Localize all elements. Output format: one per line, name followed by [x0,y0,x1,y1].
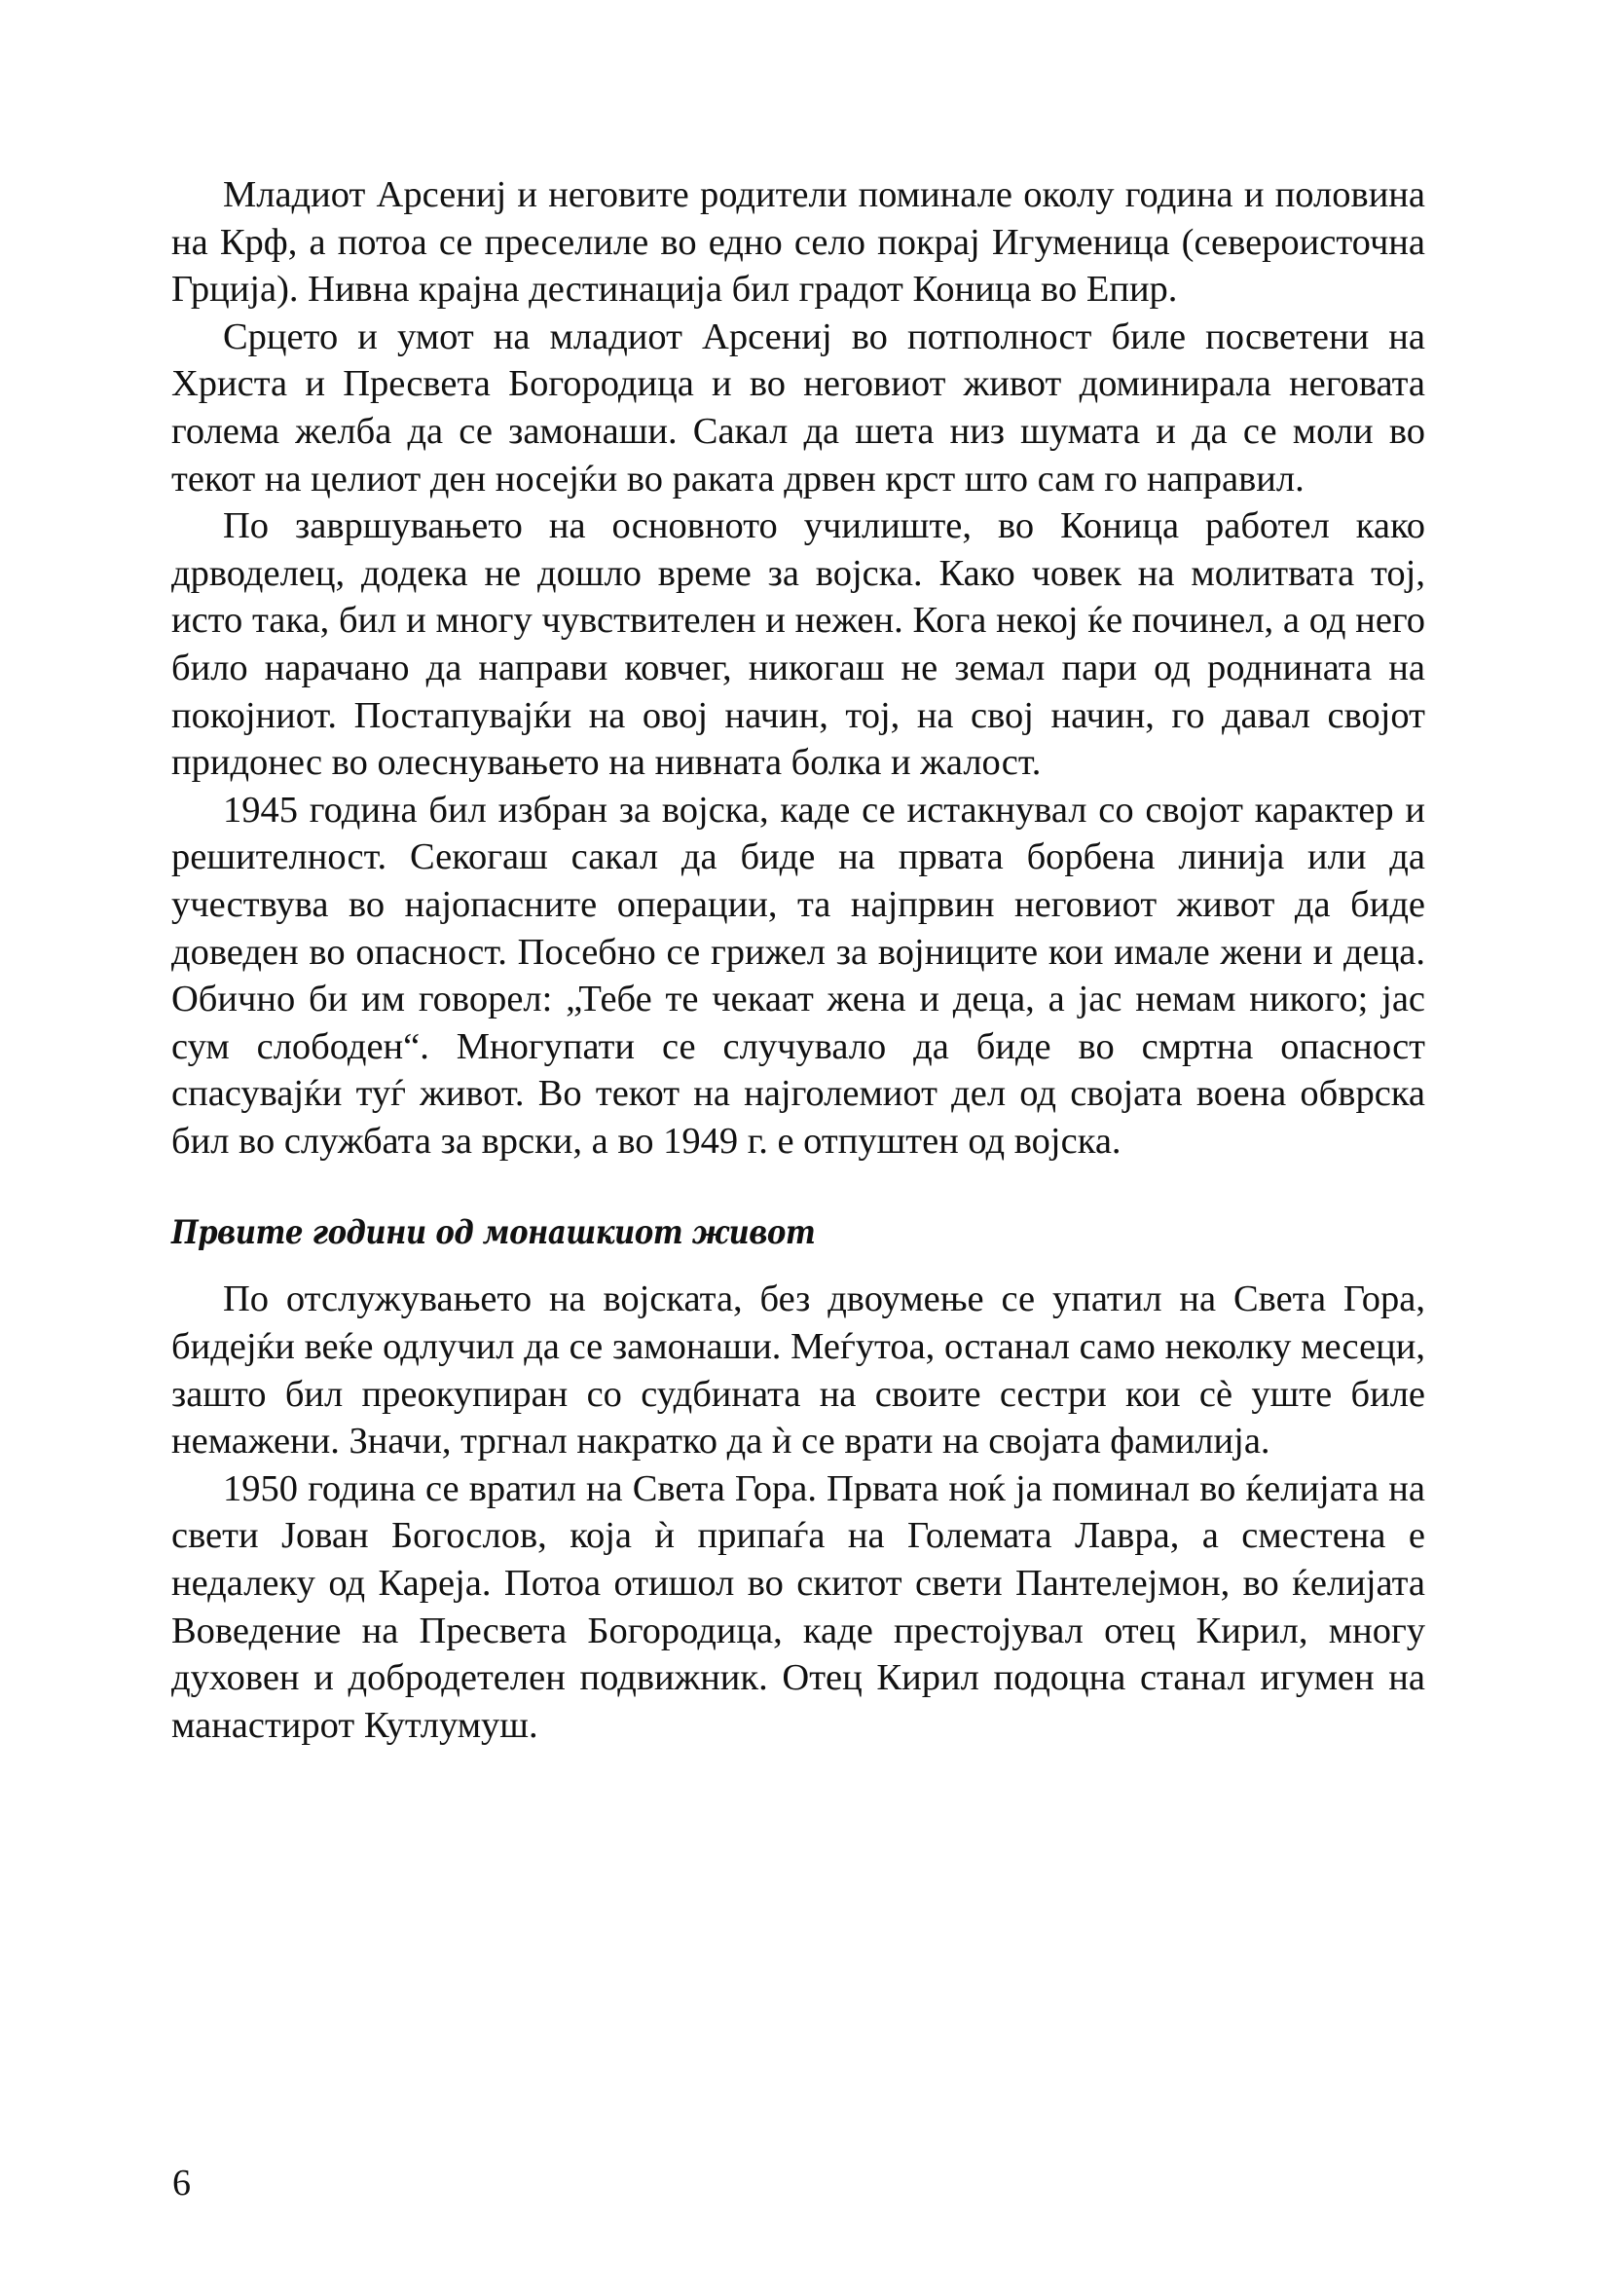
section-heading: Првите години од монашкиот живот [171,1213,816,1253]
page-number: 6 [172,2163,191,2203]
paragraph: 1950 година се вратил на Света Гора. Првата ноќ ја поминал во ќелијата на свети Јован Богослов, која ѝ припаѓа на Големата Лавра, а сместена е недалеку од Кареја. Потоа отишол во скитот свети Пантелејмон, во ќелијата Воведение на Пресвета Богородица, каде престојувал отец Кирил, многу духовен и добродетелен подвижник. Отец Кирил подоцна станал игумен на манастирот Кутлумуш. [171,1467,1425,1746]
paragraph: Срцето и умот на младиот Арсениј во потполност биле посветени на Христа и Пресвета Богородица и во неговиот живот доминирала неговата голема желба да се замонаши. Сакал да шета низ шумата и да се моли во текот на целиот ден носејќи во раката дрвен крст што сам го направил. [171,315,1425,500]
paragraph: По завршувањето на основното училиште, во Коница работел како дрводелец, додека не дошло време за војска. Како човек на молитвата тој, исто така, бил и многу чувствителен и нежен. Кога некој ќе починел, а од него било нарачано да направи ковчег, никогаш не земал пари од роднината на покојниот. Постапувајќи на овој начин, тој, на свој начин, го давал својот придонес во олеснувањето на нивната болка и жалост. [171,505,1425,784]
paragraph: 1945 година бил избран за војска, каде се истакнувал со својот карактер и решителност. Секогаш сакал да биде на првата борбена линија или да учествува во најопасните операции, та најпрвин неговиот живот да биде доведен во опасност. Посебно се грижел за војниците кои имале жени и деца. Обично би им говорел: „Тебе те чекаат жена и деца, а јас немам никого; јас сум слободен“. Многупати се случувало да биде во смртна опасност спасувајќи туѓ живот. Во текот на најголемиот дел од својата воена обврска бил во службата за врски, а во 1949 г. е отпуштен од војска. [171,789,1425,1162]
paragraph: По отслужувањето на војската, без двоумење се упатил на Света Гора, бидејќи веќе одлучил да се замонаши. Меѓутоа, останал само неколку месеци, зашто бил преокупиран со судбината на своите сестри кои сѐ уште биле немажени. Значи, тргнал накратко да ѝ се врати на својата фамилија. [171,1278,1425,1463]
section-first-monastic-years [171,1209,1425,1749]
paragraph: Младиот Арсениј и неговите родители поминале околу година и половина на Крф, а потоа се преселиле во едно село покрај Игуменица (североисточна Грција). Нивна крајна дестинација бил градот Коница во Епир. [171,174,1425,311]
section-early-life [171,171,1425,1165]
page-body [171,171,1425,1749]
